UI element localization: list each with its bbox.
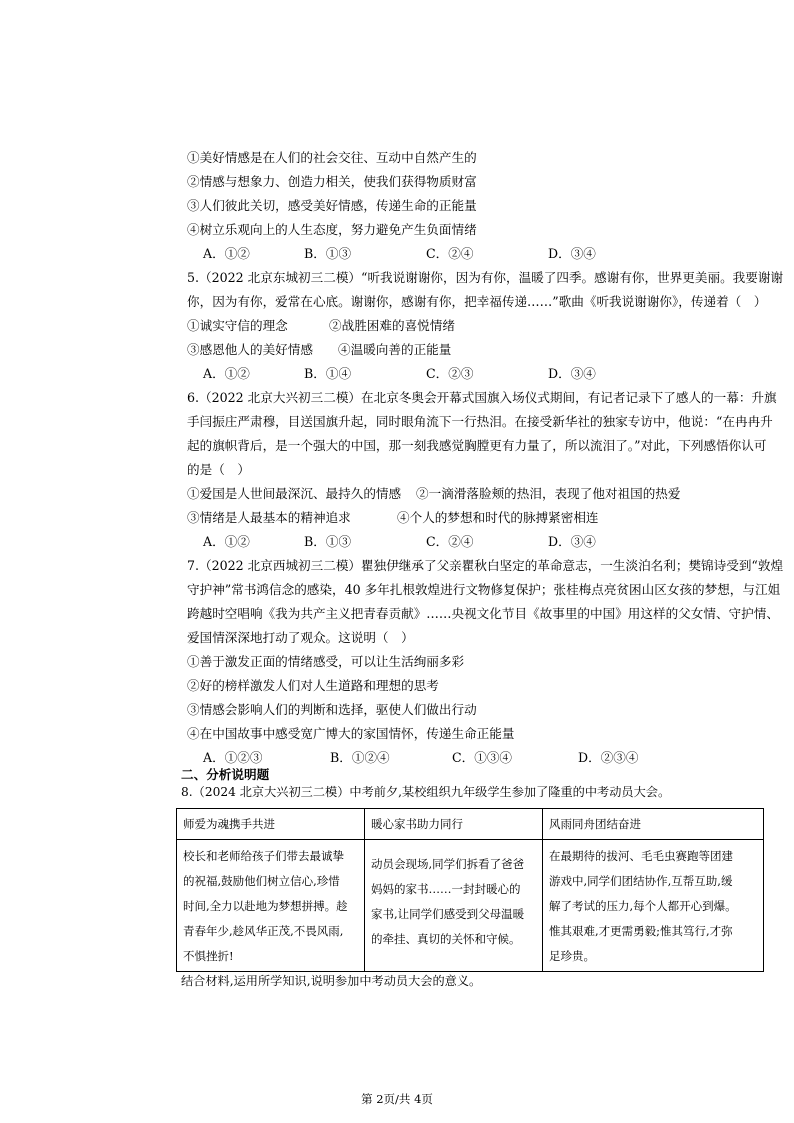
q8-question: 结合材料,运用所学知识,说明参加中考动员大会的意义。 — [181, 974, 482, 988]
q4-statement-1: ①美好情感是在人们的社会交往、互动中自然产生的 — [187, 150, 477, 165]
q6-stem-line-1: 6.（2022 北京大兴初三二模）在北京冬奥会开幕式国旗入场仪式期间，有记者记录下了感人的一幕：升旗 — [187, 390, 777, 405]
q4-option-d: D．③④ — [548, 246, 596, 261]
cell-1-line-3: 时间,全力以赴地为梦想拼搏。趁 — [183, 899, 348, 913]
q6-option-b: B．①③ — [304, 534, 352, 549]
q6-option-c: C．②④ — [426, 534, 474, 549]
q7-statement-1: ①善于激发正面的情绪感受，可以让生活绚丽多彩 — [187, 654, 465, 669]
material-table — [176, 808, 764, 972]
q5-stem-line-2: 你，因为有你，爱常在心底。谢谢你，感谢有你，把幸福传递……”歌曲《听我说谢谢你》，传递着（ ） — [187, 294, 767, 309]
q4-option-a: A．①② — [203, 246, 250, 261]
table-header-3: 风雨同舟团结奋进 — [543, 809, 764, 840]
q7-stem-line-2: 守护神”常书鸿信念的感染，40 多年扎根敦煌进行文物修复保护；张桂梅点亮贫困山区女孩的梦想，与江姐 — [187, 582, 781, 597]
cell-1-line-2: 的祝福,鼓励他们树立信心,珍惜 — [183, 874, 340, 888]
q7-option-b: B．①②④ — [330, 750, 390, 765]
q7-statement-3: ③情感会影响人们的判断和选择，驱使人们做出行动 — [187, 702, 477, 717]
cell-2-line-4: 的牵挂、真切的关怀和守候。 — [371, 932, 521, 946]
cell-3-line-1: 在最期待的拔河、毛毛虫赛跑等团建 — [549, 849, 733, 863]
q6-stem-line-2: 手闫振庄严肃穆，目送国旗升起，同时眼角流下一行热泪。在接受新华社的独家专访中，他说：“在冉冉升 — [187, 414, 773, 429]
q7-option-d: D．②③④ — [578, 750, 639, 765]
q7-option-a: A．①②③ — [203, 750, 263, 765]
q6-statement-3: ③情绪是人最基本的精神追求 — [187, 510, 351, 525]
q5-option-b: B．①④ — [304, 366, 352, 381]
page-footer: 第 2页/共 4页 — [361, 1092, 433, 1106]
q7-statement-4: ④在中国故事中感受宽广博大的家国情怀，传递生命正能量 — [187, 726, 515, 741]
table-cell-2 — [365, 840, 543, 972]
section-heading: 二、分析说明题 — [181, 767, 270, 782]
q6-stem-line-3: 起的旗帜背后，是一个强大的中国，那一刻我感觉胸膛更有力量了，所以流泪了。”对此，下列感悟你认可 — [187, 438, 767, 453]
table-cell-3 — [543, 840, 764, 972]
cell-3-line-5: 足珍贵。 — [549, 949, 595, 963]
table-header-row — [177, 809, 764, 840]
q4-option-c: C．②④ — [426, 246, 474, 261]
q7-stem-line-4: 爱国情深深地打动了观众。这说明（ ） — [187, 630, 414, 645]
q6-option-a: A．①② — [203, 534, 250, 549]
q5-option-a: A．①② — [203, 366, 250, 381]
q6-statement-1: ①爱国是人世间最深沉、最持久的情感 — [187, 486, 402, 501]
q6-statement-4: ④个人的梦想和时代的脉搏紧密相连 — [397, 510, 599, 525]
q4-statement-4: ④树立乐观向上的人生态度，努力避免产生负面情绪 — [187, 222, 477, 237]
cell-1-line-5: 不惧挫折! — [183, 949, 234, 963]
table-cell-1 — [177, 840, 365, 972]
cell-1-line-4: 青春年少,趁风华正茂,不畏风雨, — [183, 924, 344, 938]
q5-option-c: C．②③ — [426, 366, 474, 381]
table-header-1: 师爱为魂携手共进 — [177, 809, 365, 840]
cell-3-line-3: 解了考试的压力,每个人都开心到爆。 — [549, 899, 737, 913]
q5-option-d: D．③④ — [548, 366, 596, 381]
q5-statement-3: ③感恩他人的美好情感 — [187, 342, 313, 357]
q6-stem-line-4: 的是（ ） — [187, 462, 250, 477]
table-header-2: 暖心家书助力同行 — [365, 809, 543, 840]
cell-3-line-4: 惟其艰难,才更需勇毅;惟其笃行,才弥 — [549, 924, 733, 938]
cell-2-line-2: 妈妈的家书……一封封暖心的 — [371, 882, 521, 896]
q4-statement-3: ③人们彼此关切，感受美好情感，传递生命的正能量 — [187, 198, 477, 213]
cell-1-line-1: 校长和老师给孩子们带去最诚挚 — [183, 849, 344, 863]
q5-statement-1: ①诚实守信的理念 — [187, 318, 288, 333]
q5-statement-4: ④温暖向善的正能量 — [338, 342, 452, 357]
cell-2-line-3: 家书,让同学们感受到父母温暖 — [371, 907, 525, 921]
q7-statement-2: ②好的榜样激发人们对人生道路和理想的思考 — [187, 678, 439, 693]
table-row — [177, 840, 764, 972]
q4-statement-2: ②情感与想象力、创造力相关，使我们获得物质财富 — [187, 174, 477, 189]
cell-3-line-2: 游戏中,同学们团结协作,互帮互助,缓 — [549, 874, 733, 888]
cell-2-line-1: 动员会现场,同学们拆看了爸爸 — [371, 857, 525, 871]
q8-intro: 8.（2024 北京大兴初三二模）中考前夕,某校组织九年级学生参加了隆重的中考动员大会。 — [181, 785, 671, 799]
q5-statement-2: ②战胜困难的喜悦情绪 — [329, 318, 455, 333]
q6-option-d: D．③④ — [548, 534, 596, 549]
q7-stem-line-1: 7.（2022 北京西城初三二模）瞿独伊继承了父亲瞿秋白坚定的革命意志，一生淡泊名利；樊锦诗受到“敦煌 — [187, 558, 784, 573]
q5-stem-line-1: 5.（2022 北京东城初三二模）“听我说谢谢你，因为有你，温暖了四季。感谢有你，世界更美丽。我要谢谢 — [187, 270, 784, 285]
q7-option-c: C．①③④ — [452, 750, 513, 765]
q7-stem-line-3: 跨越时空唱响《我为共产主义把青春贡献》……央视文化节目《故事里的中国》用这样的父女情、守护情、 — [187, 606, 779, 621]
q6-statement-2: ②一滴滑落脸颊的热泪，表现了他对祖国的热爱 — [416, 486, 681, 501]
q4-option-b: B．①③ — [304, 246, 352, 261]
